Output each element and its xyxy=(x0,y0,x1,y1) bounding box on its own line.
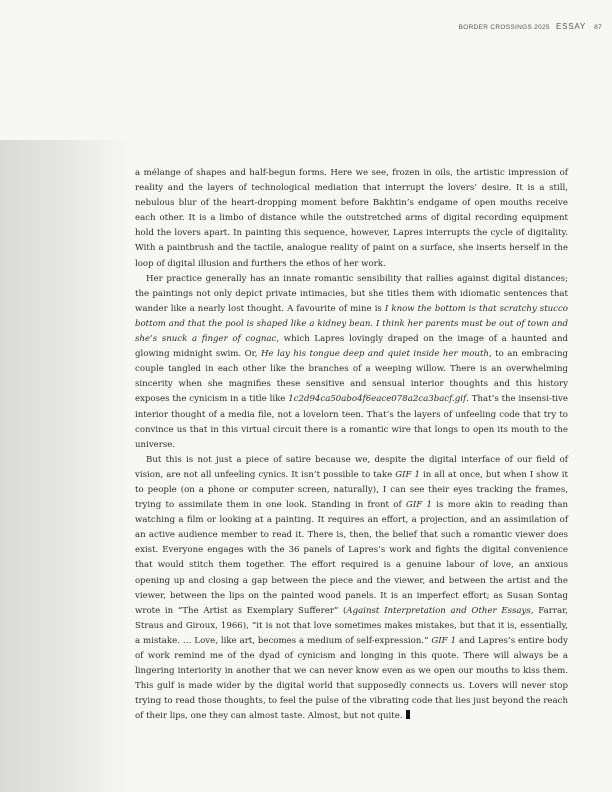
text-run: Her practice generally has an innate romantic sensibility that rallies against digital distances; the paintings not only depict private intimacies, but she titles them with idiomatic sentences that wander like a nearly lost thought. A favourite of mine is xyxy=(135,273,568,314)
end-of-article-mark xyxy=(406,710,410,719)
text-run: , Farrar, Straus and Giroux, 1966), “it is not that love sometimes makes mistakes, but that it is, essentially, a mistake. … Love, like art, becomes a medium of self-expression.” xyxy=(135,605,569,646)
italic-title-run: 1c2d94ca50abo4f6eace078a2ca3bacf.gif xyxy=(288,394,467,405)
italic-title-run: I know the bottom is that scratchy stucco bottom and that the pool is shaped like a kidney bean. I think her parents must be out of town and she’s snuck a finger of cognac xyxy=(135,303,568,345)
text-run: But this is not just a piece of satire because we, despite the digital interface of our field of vision, are not all unfeeling cynics. It isn’t possible to take xyxy=(135,454,568,480)
text-run: a mélange of shapes and half-begun forms. Here we see, frozen in oils, the artistic impression of reality and the layers of technological mediation that interrupt the lovers’ desire. It is a still, nebulous blur of the heart-dropping moment before Bakhtin’s endgame of open mouths receive each other. It is a limbo of distance while the outstretched arms of digital recording equipment hold the lovers apart. In painting this sequence, however, Lapres interrupts the cycle of digitality. With a paintbrush and the tactile, analogue reality of paint on a surface, she inserts herself in the loop of digital illusion and furthers the ethos of her work. xyxy=(135,168,568,269)
paragraph-1 xyxy=(135,166,568,272)
italic-title-run: GIF 1 xyxy=(405,500,432,511)
italic-title-run: GIF 1 xyxy=(431,635,457,646)
page-number: 87 xyxy=(594,24,602,31)
text-run: , which Lapres lovingly draped on the image of a haunted and glowing midnight swim. Or, xyxy=(135,334,568,360)
running-header xyxy=(459,22,602,31)
magazine-name: BORDER CROSSINGS 2025 xyxy=(458,24,550,31)
italic-title-run: Against Interpretation and Other Essays xyxy=(346,605,531,616)
text-run: , to an embracing couple tangled in each other like the branches of a weeping willow. There is an overwhelming sincerity when she magnifies these sensitive and sensual interior thoughts and this history exposes the cynicism in a title like xyxy=(135,349,569,405)
section-label: ESSAY xyxy=(555,22,587,31)
text-run: . That’s the insensi-tive interior thought of a media file, not a lovelorn teen. That’s the layers of unfeeling code that try to convince us that in this virtual circuit there is a romantic wire that longs to open its mouth to the universe. xyxy=(135,394,568,450)
italic-title-run: He lay his tongue deep and quiet inside her mouth xyxy=(261,349,489,360)
paragraph-3 xyxy=(135,453,568,725)
article-body xyxy=(135,166,568,724)
italic-title-run: GIF 1 xyxy=(395,469,420,480)
page-gutter-shadow xyxy=(0,140,130,792)
text-run: and Lapres’s entire body of work remind me of the dyad of cynicism and longing in this quote. There will always be a lingering interiority in another that we can never know even as we open our mouths to kiss them. This gulf is made wider by the digital world that supposedly connects us. Lovers will never stop trying to read those thoughts, to feel the pulse of the vibrating code that lies just beyond the reach of their lips, one they can almost taste. Almost, but not quite. xyxy=(135,635,568,722)
paragraph-2 xyxy=(135,272,568,453)
text-run: is more akin to reading than watching a film or looking at a painting. It requires an effort, a projection, and an assimilation of an active audience member to read it. There is, then, the belief that such a romantic viewer does exist. Everyone engages with the 36 panels of Lapres’s work and fights the digital convenience that would stitch them together. The effort required is a genuine labour of love, an anxious opening up and closing a gap between the piece and the viewer, and between the artist and the viewer, between the lips on the painted wood panels. It is an imperfect effort; as Susan Sontag wrote in “The Artist as Exemplary Sufferer” ( xyxy=(135,500,569,616)
text-run: in all at once, but when I show it to people (on a phone or computer screen, naturally), I can see their eyes tracking the frames, trying to assimilate them in one look. Standing in front of xyxy=(135,469,569,511)
